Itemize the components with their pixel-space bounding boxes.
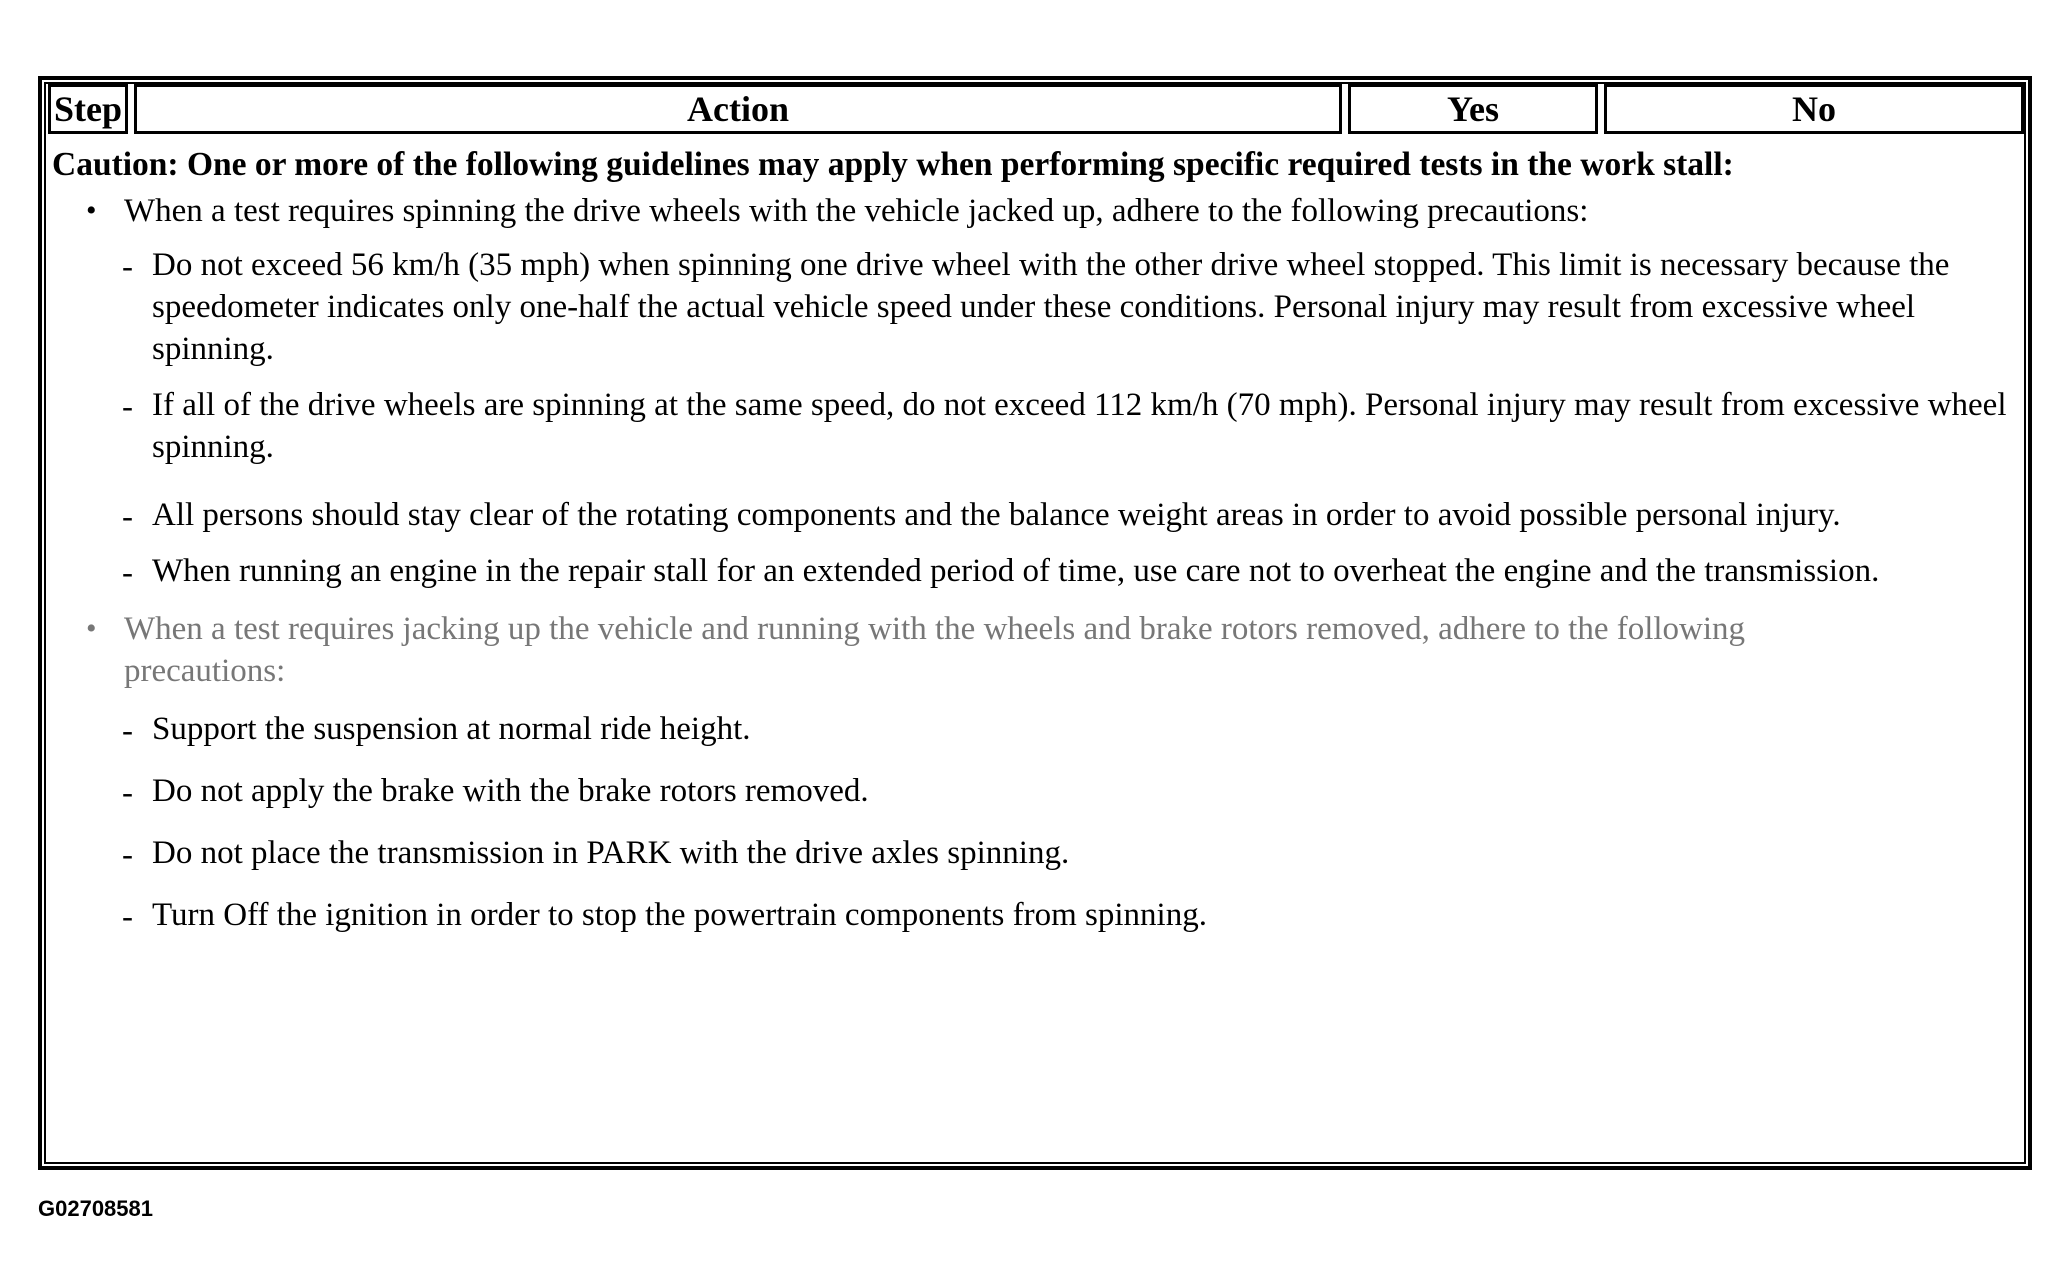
sub-item-text: Do not place the transmission in PARK with the drive axles spinning. (152, 835, 1070, 871)
bullet-text: When a test requires jacking up the vehicle and running with the wheels and brake rotors removed, adhere to the following precautions: (124, 611, 1746, 689)
column-divider-foot (134, 1166, 1342, 1170)
sub-item (52, 244, 2032, 370)
column-divider-foot (1348, 1166, 1598, 1170)
bullet-item (52, 608, 1824, 692)
dash-icon: - (122, 249, 133, 285)
sub-item (52, 770, 2032, 812)
dash-icon: - (122, 837, 133, 873)
sub-item-text: When running an engine in the repair stall for an extended period of time, use care not to overheat the engine and the transmission. (152, 553, 1880, 589)
sub-item (52, 384, 2032, 468)
bullet-dot-icon: • (86, 194, 97, 227)
figure-id: G02708581 (38, 1196, 153, 1221)
caution-block (52, 144, 2012, 936)
dash-icon: - (122, 713, 133, 749)
caution-heading: Caution: One or more of the following guidelines may apply when performing specific required tests in the work stall: (52, 146, 1734, 183)
sub-item (52, 550, 2032, 592)
sub-item-text: All persons should stay clear of the rotating components and the balance weight areas in order to avoid possible personal injury. (152, 497, 1841, 533)
column-divider-foot (1604, 1166, 2024, 1170)
sub-item-text: If all of the drive wheels are spinning at the same speed, do not exceed 112 km/h (70 mph). Personal injury may result from excessive wheel spinning. (152, 387, 2007, 465)
sub-item-text: Turn Off the ignition in order to stop the powertrain components from spinning. (152, 897, 1207, 933)
sub-item (52, 708, 2032, 750)
sub-item-text: Do not exceed 56 km/h (35 mph) when spinning one drive wheel with the other drive wheel stopped. This limit is necessary because the speedometer indicates only one-half the actual vehicle speed under these conditions. Personal injury may result from excessive wheel spinning. (152, 247, 1950, 367)
header-yes: Yes (1348, 84, 1598, 134)
bullet-item (52, 190, 1824, 232)
bullet-dot-icon: • (86, 612, 97, 645)
sub-item (52, 494, 2032, 536)
dash-icon: - (122, 555, 133, 591)
dash-icon: - (122, 899, 133, 935)
sub-item (52, 832, 2032, 874)
sub-item-text: Do not apply the brake with the brake rotors removed. (152, 773, 869, 809)
column-divider-foot (48, 1166, 128, 1170)
header-no: No (1604, 84, 2024, 134)
dash-icon: - (122, 389, 133, 425)
sub-item (52, 894, 2032, 936)
sub-item-text: Support the suspension at normal ride height. (152, 711, 751, 747)
dash-icon: - (122, 775, 133, 811)
dash-icon: - (122, 499, 133, 535)
header-action: Action (134, 84, 1342, 134)
header-step: Step (48, 84, 128, 134)
bullet-text: When a test requires spinning the drive wheels with the vehicle jacked up, adhere to the following precautions: (124, 193, 1589, 229)
